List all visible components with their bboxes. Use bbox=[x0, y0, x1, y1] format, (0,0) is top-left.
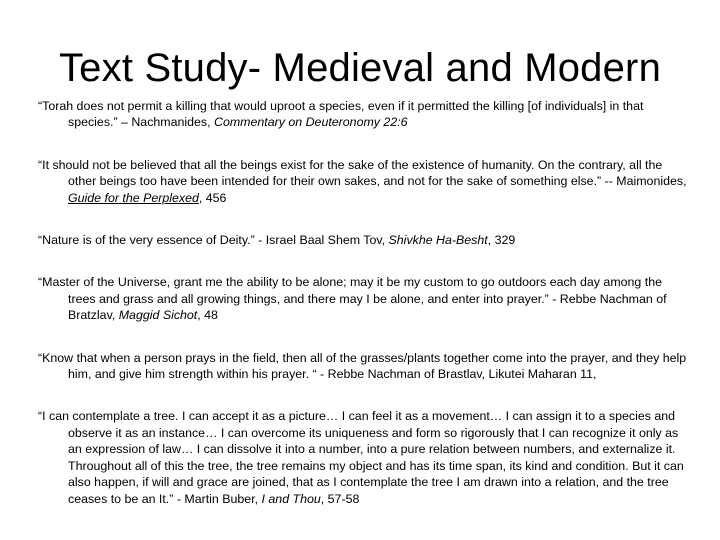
quote-rebbe-nachman-2 bbox=[38, 350, 688, 383]
quote-source-after: , 57-58 bbox=[320, 491, 360, 506]
quote-source-after: , 48 bbox=[197, 308, 218, 323]
quote-text: “Nature is of the very essence of Deity.” - Israel Baal Shem Tov, bbox=[38, 233, 389, 248]
quote-source-work: Guide for the Perplexed bbox=[68, 190, 199, 205]
quote-buber bbox=[38, 408, 688, 506]
quote-nachmanides bbox=[38, 98, 688, 131]
quote-text: “Torah does not permit a killing that would uproot a species, even if it permitted the killing [of individuals] in that species.” – Nachmanides, bbox=[38, 99, 644, 130]
quote-source-work: Commentary on Deuteronomy 22:6 bbox=[214, 115, 408, 130]
quote-text: “Master of the Universe, grant me the ability to be alone; may it be my custom to go outdoors each day among the trees and grass and all growing things, and there may I be alone, and enter into prayer.” - Rebbe Nachman of Bratzlav, bbox=[38, 275, 667, 323]
quote-baal-shem-tov bbox=[38, 232, 688, 248]
quote-source-work: Shivkhe Ha-Besht bbox=[388, 233, 488, 248]
quote-list bbox=[38, 98, 688, 507]
quote-source-work: I and Thou bbox=[261, 491, 321, 506]
quote-text: “It should not be believed that all the beings exist for the sake of the existence of humanity. On the contrary, all the other beings too have been intended for their own sakes, and not for the sake of something else.” -- Maimonides, bbox=[38, 157, 687, 189]
quote-source-work: Maggid Sichot bbox=[118, 308, 198, 323]
quote-rebbe-nachman-1 bbox=[38, 274, 688, 323]
quote-maimonides bbox=[38, 157, 688, 206]
quote-text: “Know that when a person prays in the field, then all of the grasses/plants together come into the prayer, and they help him, and give him strength within his prayer. “ - Rebbe Nachman of Brastlav, Likutei Maharan 11, bbox=[38, 350, 687, 382]
quote-source-after: , 456 bbox=[198, 190, 227, 205]
quote-source-after: , 329 bbox=[487, 233, 516, 248]
quote-text: “I can contemplate a tree. I can accept it as a picture… I can feel it as a movement… I can assign it to a species and observe it as an instance… I can overcome its uniqueness and form so rigorously that I can recognize it only as an expression of law… I can dissolve it into a number, into a pure relation between numbers, and externalize it. Throughout all of this the tree, the tree remains my object and has its time span, its kind and condition. But it can also happen, if will and grace are joined, that as I contemplate the tree I am drawn into a relation, and the tree ceases to be an It.” - Martin Buber, bbox=[38, 409, 684, 506]
slide-title: Text Study- Medieval and Modern bbox=[58, 46, 662, 90]
